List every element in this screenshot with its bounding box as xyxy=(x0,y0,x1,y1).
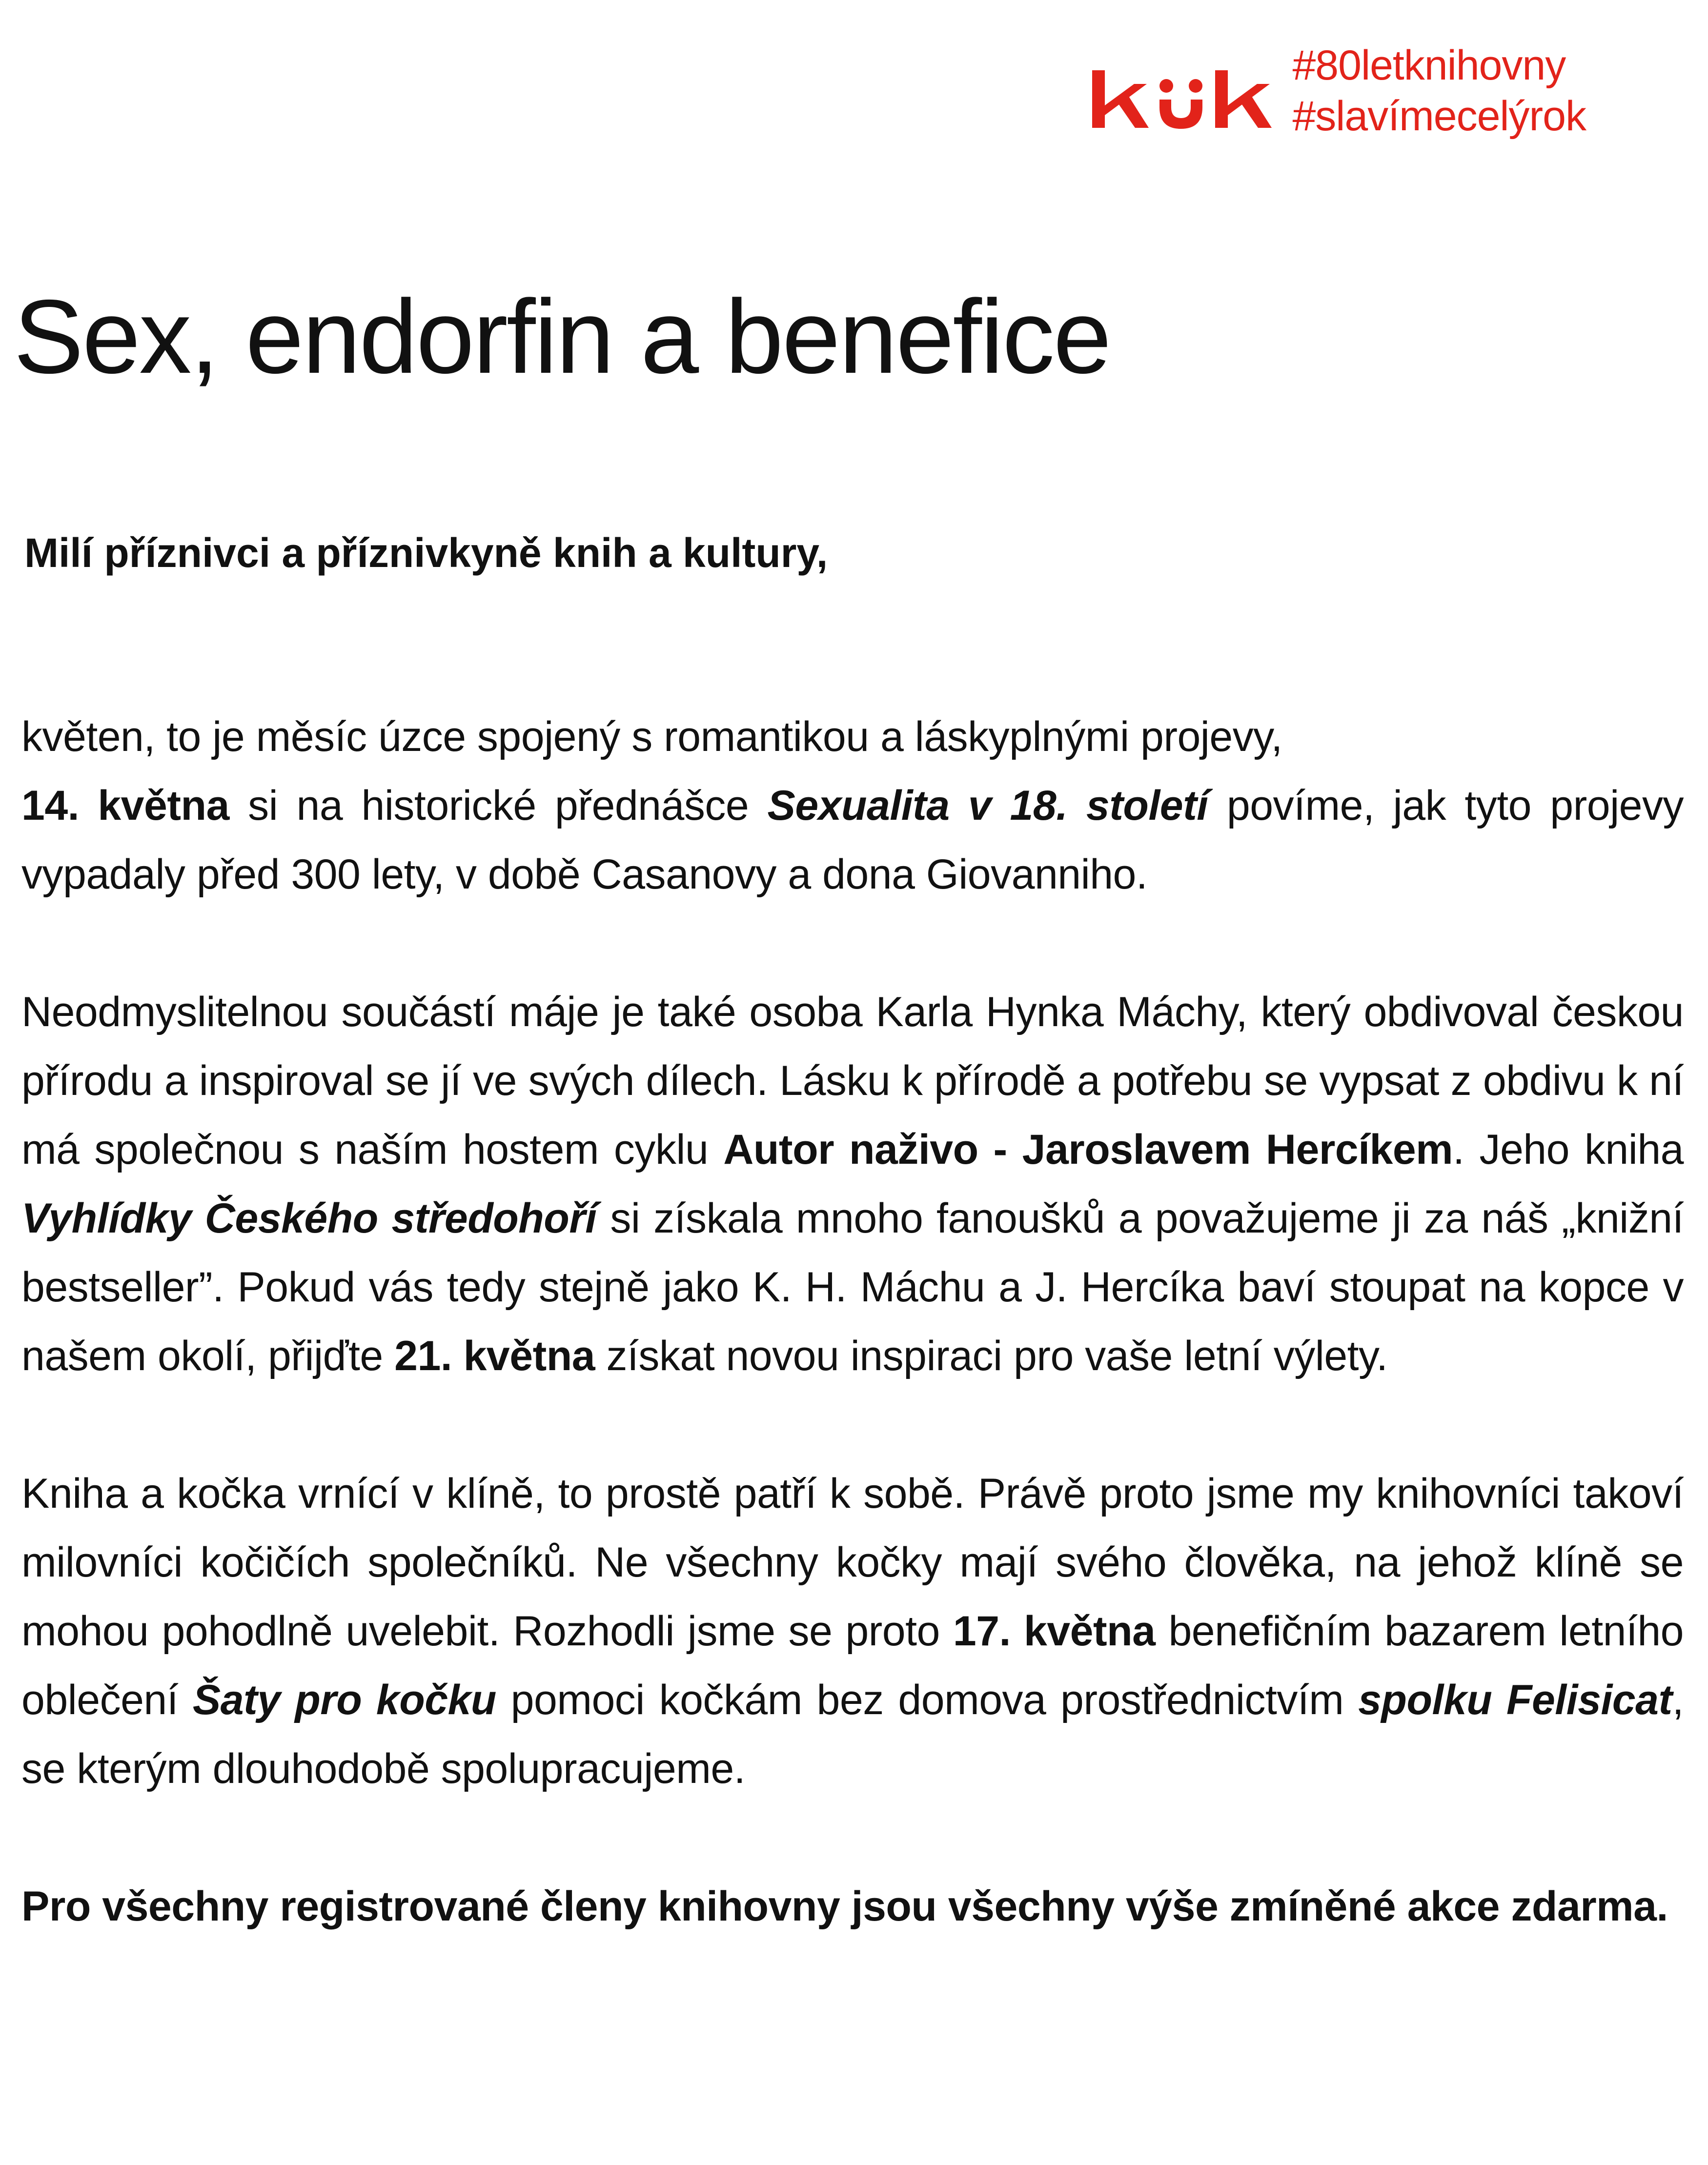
free-entry-note: Pro všechny registrované členy knihovny jsou všechny výše zmíněné akce zdarma. xyxy=(21,1883,1668,1930)
series-autor-nazivo: Autor naživo - Jaroslavem Hercíkem xyxy=(723,1126,1453,1173)
paragraph-lecture xyxy=(21,703,1684,909)
text-segment: benefičním bazarem letního oblečení xyxy=(21,1608,1684,1723)
page-title: Sex, endorfin a benefice xyxy=(14,278,1110,395)
article-body xyxy=(21,703,1684,1941)
date-14-may: 14. května xyxy=(21,782,229,829)
text-segment: získat novou inspiraci pro vaše letní výlety. xyxy=(595,1333,1388,1379)
paragraph-free-entry xyxy=(21,1872,1684,1941)
greeting: Milí příznivci a příznivkyně knih a kultury, xyxy=(24,530,828,576)
text-segment: . Jeho kniha xyxy=(1453,1126,1684,1173)
page-header xyxy=(1087,40,1586,142)
hashtag-slavime: #slavímecelýrok xyxy=(1292,93,1586,140)
book-vyhlidky: Vyhlídky Českého středohoří xyxy=(21,1195,597,1242)
text-segment: Kniha a kočka vrnící v klíně, to prostě patří k sobě. Právě proto jsme my knihovníci takoví milovníci kočičích společníků. Ne všechny kočky mají svého člověka, na jehož klíně se mohou pohodlně uvelebit. Rozhodli jsme se proto xyxy=(21,1470,1684,1655)
text-segment: si na historické přednášce xyxy=(229,782,768,829)
org-felisicat: spolku Felisicat xyxy=(1358,1677,1672,1723)
paragraph-intro: květen, to je měsíc úzce spojený s romantikou a láskyplnými projevy, xyxy=(21,713,1282,760)
hashtag-80-let: #80letknihovny xyxy=(1292,42,1566,89)
text-segment: si získala mnoho fanoušků a považujeme ji za náš „knižní bestseller”. Pokud vás tedy stejně jako K. H. Máchu a J. Hercíka baví stoupat na kopce v našem okolí, přijďte xyxy=(21,1195,1684,1379)
date-21-may: 21. května xyxy=(394,1333,595,1379)
kuk-logo xyxy=(1087,42,1273,140)
paragraph-author xyxy=(21,978,1684,1391)
text-segment: Neodmyslitelnou součástí máje je také osoba Karla Hynka Máchy, který obdivoval českou přírodu a inspiroval se jí ve svých dílech. Lásku k přírodě a potřebu se vypsat z obdivu k ní má společnou s naším hostem cyklu xyxy=(21,989,1684,1173)
text-segment: , se kterým dlouhodobě spolupracujeme. xyxy=(21,1677,1684,1792)
paragraph-cats xyxy=(21,1459,1684,1803)
text-segment: pomoci kočkám bez domova prostřednictvím xyxy=(496,1677,1359,1723)
date-17-may: 17. května xyxy=(953,1608,1156,1655)
event-saty-pro-kocku: Šaty pro kočku xyxy=(192,1677,496,1723)
hashtags xyxy=(1292,40,1586,142)
text-segment: povíme, jak tyto projevy vypadaly před 300 lety, v době Casanovy a dona Giovanniho. xyxy=(21,782,1684,898)
event-sexualita: Sexualita v 18. století xyxy=(767,782,1208,829)
